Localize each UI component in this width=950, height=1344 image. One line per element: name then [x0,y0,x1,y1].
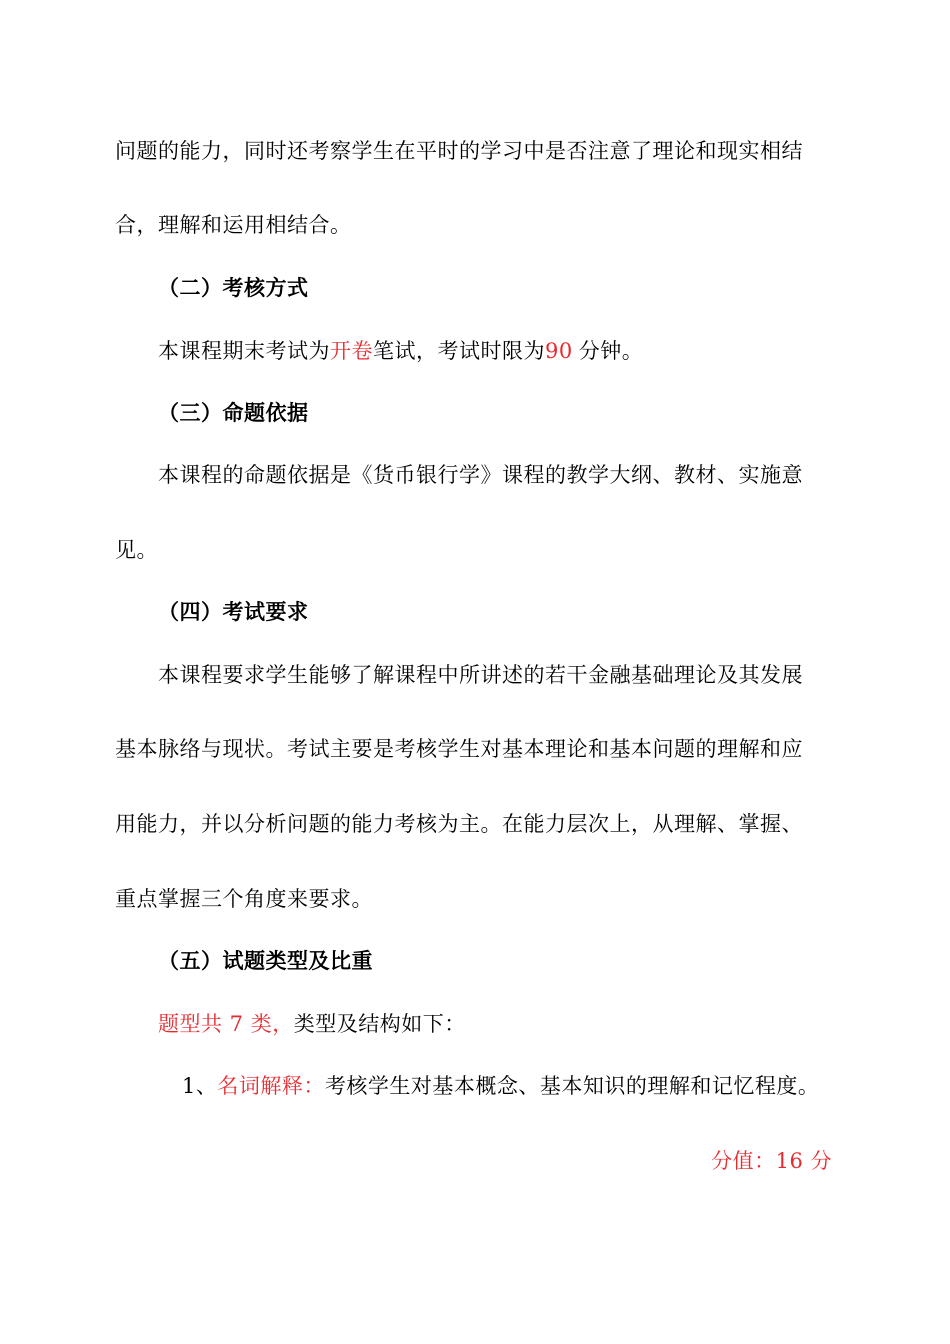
exam-format-open-book: 开卷 [330,339,373,363]
section-2-paragraph [0,337,950,365]
exam-format-text-b: 笔试，考试时限为 [373,339,545,363]
item-1-description: 考核学生对基本概念、基本知识的理解和记忆程度。 [324,1074,820,1098]
exam-format-text-c: 分钟。 [578,339,644,363]
section-4-paragraph-line-2: 基本脉络与现状。考试主要是考核学生对基本理论和基本问题的理解和应 [115,737,803,761]
question-types-count: 题型共 7 类， [158,1012,294,1036]
intro-paragraph-line-1: 问题的能力，同时还考察学生在平时的学习中是否注意了理论和现实相结 [115,139,803,163]
question-types-rest: 类型及结构如下： [293,1012,466,1036]
section-3-heading: （三）命题依据 [158,401,309,425]
section-5-heading: （五）试题类型及比重 [158,949,373,973]
item-1-score: 分值：16 分 [711,1149,832,1173]
intro-paragraph-line-2: 合，理解和运用相结合。 [115,213,352,237]
section-2-heading: （二）考核方式 [158,276,309,300]
exam-duration-value: 90 [545,339,573,363]
exam-format-text-a: 本课程期末考试为 [158,339,330,363]
item-1-name: 名词解释： [217,1074,325,1098]
section-4-paragraph-line-4: 重点掌握三个角度来要求。 [115,887,373,911]
question-types-line [0,1010,950,1038]
item-1-number: 1、 [182,1074,218,1098]
section-3-paragraph-line-1: 本课程的命题依据是《货币银行学》课程的教学大纲、教材、实施意 [158,463,803,487]
section-4-heading: （四）考试要求 [158,600,309,624]
section-3-paragraph-line-2: 见。 [115,538,158,562]
section-4-paragraph-line-3: 用能力，并以分析问题的能力考核为主。在能力层次上，从理解、掌握、 [115,812,803,836]
section-4-paragraph-line-1: 本课程要求学生能够了解课程中所讲述的若干金融基础理论及其发展 [158,663,803,687]
question-type-item-1 [0,1072,950,1100]
